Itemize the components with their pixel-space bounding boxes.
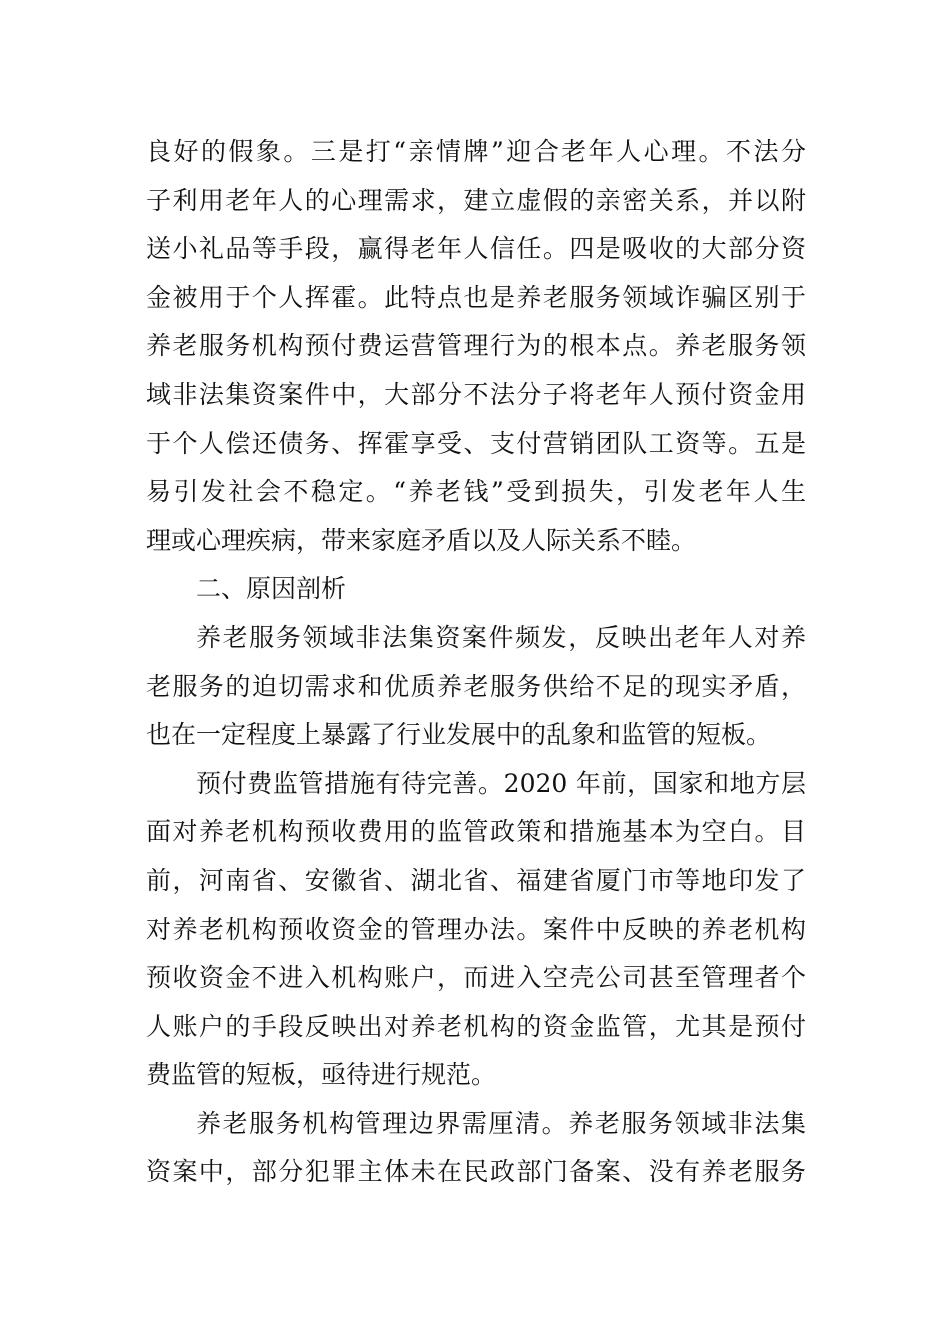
text-line: 对养老机构预收资金的管理办法。案件中反映的养老机构: [146, 914, 806, 944]
text-line: 老服务的迫切需求和优质养老服务供给不足的现实矛盾，: [146, 671, 806, 701]
text-line: 资案中，部分犯罪主体未在民政部门备案、没有养老服务: [146, 1157, 806, 1187]
text-line: 良好的假象。三是打“亲情牌”迎合老年人心理。不法分: [146, 137, 806, 166]
text-line: 理或心理疾病，带来家庭矛盾以及人际关系不睦。: [146, 525, 697, 555]
text-line: 预收资金不进入机构账户，而进入空壳公司甚至管理者个: [146, 963, 806, 993]
text-line: 二、原因剖析: [196, 574, 347, 604]
text-line: 面对养老机构预收费用的监管政策和措施基本为空白。目: [146, 817, 806, 847]
text-line: 养老服务机构预付费运营管理行为的根本点。养老服务领: [146, 331, 806, 361]
text-line: 子利用老年人的心理需求，建立虚假的亲密关系，并以附: [146, 185, 806, 215]
text-line: 养老服务领域非法集资案件频发，反映出老年人对养: [196, 622, 806, 652]
text-line: 金被用于个人挥霍。此特点也是养老服务领域诈骗区别于: [146, 282, 806, 312]
text-line: 前，河南省、安徽省、湖北省、福建省厦门市等地印发了: [146, 865, 806, 895]
text-line: 易引发社会不稳定。“养老钱”受到损失，引发老年人生: [146, 477, 806, 507]
text-line: 预付费监管措施有待完善。2020 年前，国家和地方层: [196, 768, 806, 798]
text-line: 养老服务机构管理边界需厘清。养老服务领域非法集: [196, 1108, 806, 1138]
text-line: 费监管的短板，亟待进行规范。: [146, 1060, 497, 1090]
text-line: 于个人偿还债务、挥霍享受、支付营销团队工资等。五是: [146, 428, 806, 458]
text-line: 也在一定程度上暴露了行业发展中的乱象和监管的短板。: [146, 720, 772, 750]
text-line: 域非法集资案件中，大部分不法分子将老年人预付资金用: [146, 379, 806, 409]
text-line: 人账户的手段反映出对养老机构的资金监管，尤其是预付: [146, 1011, 806, 1041]
text-line: 送小礼品等手段，赢得老年人信任。四是吸收的大部分资: [146, 234, 806, 264]
document-body: [146, 128, 806, 1197]
